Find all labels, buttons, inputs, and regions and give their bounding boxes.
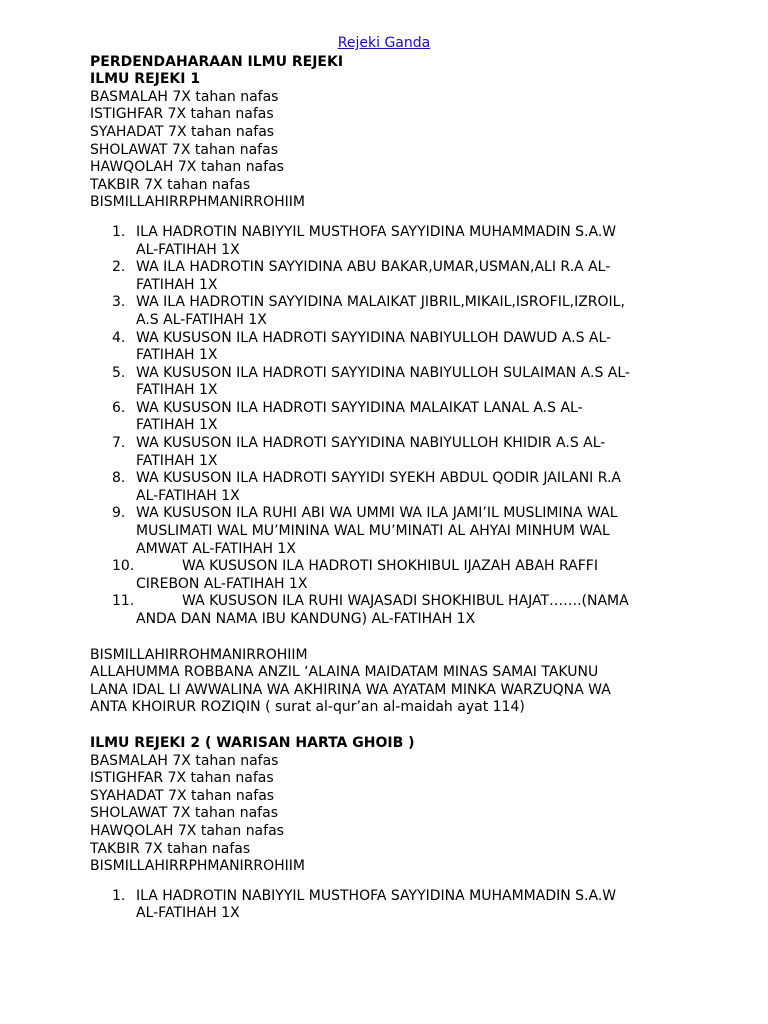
preamble-line: HAWQOLAH 7X tahan nafas xyxy=(90,822,284,839)
preamble-line: SHOLAWAT 7X tahan nafas xyxy=(90,141,278,158)
list-text: AMWAT AL-FATIHAH 1X xyxy=(136,540,296,557)
list-item xyxy=(90,593,690,628)
section2 xyxy=(90,735,690,923)
section1-closing xyxy=(90,647,690,717)
preamble-line: TAKBIR 7X tahan nafas xyxy=(90,176,251,193)
list-number: 10. xyxy=(112,558,135,575)
preamble-line: ISTIGHFAR 7X tahan nafas xyxy=(90,770,274,787)
preamble-line: TAKBIR 7X tahan nafas xyxy=(90,840,251,857)
list-number: 1. xyxy=(112,223,126,240)
list-number: 6. xyxy=(112,399,126,416)
section2-heading: ILMU REJEKI 2 ( WARISAN HARTA GHOIB ) xyxy=(90,734,415,751)
list-text: WA ILA HADROTIN SAYYIDINA ABU BAKAR,UMAR,USMAN,ALI R.A AL- xyxy=(136,259,611,276)
list-text: WA KUSUSON ILA HADROTI SAYYIDINA NABIYULLOH DAWUD A.S AL- xyxy=(136,329,612,346)
list-text: FATIHAH 1X xyxy=(136,347,218,364)
preamble-line: SYAHADAT 7X tahan nafas xyxy=(90,787,275,804)
closing-line: LANA IDAL LI AWWALINA WA AKHIRINA WA AYATAM MINKA WARZUQNA WA xyxy=(90,681,611,698)
document-title-link[interactable]: Rejeki Ganda xyxy=(337,35,431,51)
list-item xyxy=(90,259,690,294)
list-item xyxy=(90,470,690,505)
closing-line: ALLAHUMMA ROBBANA ANZIL ‘ALAINA MAIDATAM MINAS SAMAI TAKUNU xyxy=(90,664,599,681)
list-text: WA KUSUSON ILA HADROTI SHOKHIBUL IJAZAH ABAH RAFFI xyxy=(182,558,598,575)
list-item xyxy=(90,365,690,400)
preamble-line: SYAHADAT 7X tahan nafas xyxy=(90,123,275,140)
list-text: A.S AL-FATIHAH 1X xyxy=(136,311,267,328)
list-text: WA KUSUSON ILA HADROTI SAYYIDINA NABIYULLOH KHIDIR A.S AL- xyxy=(136,435,606,452)
list-number: 7. xyxy=(112,435,126,452)
list-number: 3. xyxy=(112,294,126,311)
section1-preamble xyxy=(90,89,690,212)
document-page xyxy=(90,35,690,923)
title-row xyxy=(90,35,690,53)
list-number: 4. xyxy=(112,329,126,346)
list-text: ILA HADROTIN NABIYYIL MUSTHOFA SAYYIDINA MUHAMMADIN S.A.W xyxy=(136,223,617,240)
list-text: ILA HADROTIN NABIYYIL MUSTHOFA SAYYIDINA MUHAMMADIN S.A.W xyxy=(136,887,617,904)
list-number: 9. xyxy=(112,505,126,522)
preamble-line: BASMALAH 7X tahan nafas xyxy=(90,88,279,105)
list-number: 11. xyxy=(112,593,135,610)
list-text: FATIHAH 1X xyxy=(136,452,218,469)
list-number: 1. xyxy=(112,887,126,904)
section2-list xyxy=(90,888,690,923)
list-number: 5. xyxy=(112,364,126,381)
section1-heading: ILMU REJEKI 1 xyxy=(90,71,201,88)
list-item xyxy=(90,224,690,259)
closing-line: BISMILLAHIRROHMANIRROHIIM xyxy=(90,646,308,663)
list-text: FATIHAH 1X xyxy=(136,417,218,434)
list-text: WA KUSUSON ILA HADROTI SAYYIDI SYEKH ABDUL QODIR JAILANI R.A xyxy=(136,470,622,487)
list-number: 2. xyxy=(112,259,126,276)
closing-line: ANTA KHOIRUR ROZIQIN ( surat al-qur’an al-maidah ayat 114) xyxy=(90,699,525,716)
list-text: ANDA DAN NAMA IBU KANDUNG) AL-FATIHAH 1X xyxy=(136,611,476,627)
list-item xyxy=(90,505,690,558)
list-text: CIREBON AL-FATIHAH 1X xyxy=(136,575,308,592)
list-item xyxy=(90,400,690,435)
list-text: AL-FATIHAH 1X xyxy=(136,487,240,504)
preamble-line: SHOLAWAT 7X tahan nafas xyxy=(90,805,278,822)
list-item xyxy=(90,888,690,923)
list-text: WA KUSUSON ILA RUHI ABI WA UMMI WA ILA JAMI’IL MUSLIMINA WAL xyxy=(136,505,618,522)
list-item xyxy=(90,294,690,329)
preamble-line: BISMILLAHIRRPHMANIRROHIIM xyxy=(90,858,306,875)
preamble-line: BASMALAH 7X tahan nafas xyxy=(90,752,279,769)
list-text: WA ILA HADROTIN SAYYIDINA MALAIKAT JIBRIL,MIKAIL,ISROFIL,IZROIL, xyxy=(136,294,625,311)
section1-list xyxy=(90,224,690,629)
preamble-line: HAWQOLAH 7X tahan nafas xyxy=(90,159,284,176)
list-item xyxy=(90,558,690,593)
main-heading: PERDENDAHARAAN ILMU REJEKI xyxy=(90,53,344,70)
list-item xyxy=(90,330,690,365)
list-text: AL-FATIHAH 1X xyxy=(136,905,240,922)
list-text: FATIHAH 1X xyxy=(136,276,218,293)
list-text: WA KUSUSON ILA HADROTI SAYYIDINA MALAIKAT LANAL A.S AL- xyxy=(136,399,583,416)
list-text: AL-FATIHAH 1X xyxy=(136,241,240,258)
list-text: FATIHAH 1X xyxy=(136,382,218,399)
list-text: MUSLIMATI WAL MU’MININA WAL MU’MINATI AL AHYAI MINHUM WAL xyxy=(136,523,610,540)
preamble-line: ISTIGHFAR 7X tahan nafas xyxy=(90,106,274,123)
list-text: WA KUSUSON ILA RUHI WAJASADI SHOKHIBUL HAJAT…….(NAMA xyxy=(182,593,629,610)
list-item xyxy=(90,435,690,470)
list-number: 8. xyxy=(112,470,126,487)
list-text: WA KUSUSON ILA HADROTI SAYYIDINA NABIYULLOH SULAIMAN A.S AL- xyxy=(136,364,630,381)
preamble-line: BISMILLAHIRRPHMANIRROHIIM xyxy=(90,194,306,211)
